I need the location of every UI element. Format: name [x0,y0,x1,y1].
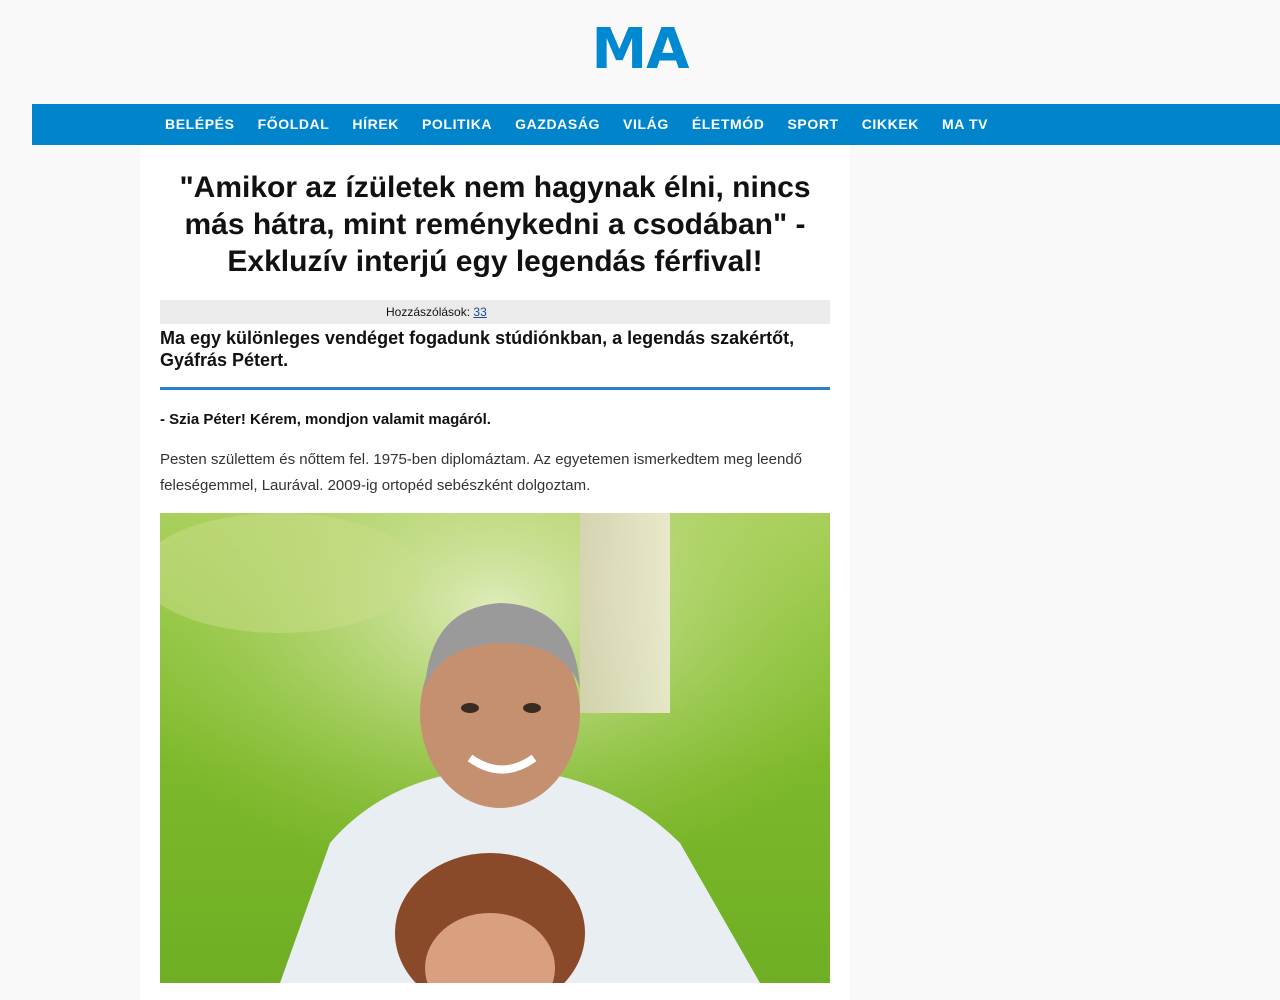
main-navigation [32,104,1280,145]
interview-answer: Pesten születtem és nőttem fel. 1975-ben diplomáztam. Az egyetemen ismerkedtem meg leendő feleségemmel, Laurával. 2009-ig ortopéd sebészként dolgoztam. [160,451,803,494]
interview-question: - Szia Péter! Kérem, mondjon valamit magáról. [160,411,491,428]
comments-count-link[interactable]: 33 [473,305,487,319]
article-photo [160,513,830,983]
article [140,145,850,1000]
nav-item-hirek[interactable]: HÍREK [352,115,399,132]
nav-item-vilag[interactable]: VILÁG [623,115,669,132]
couple-photo-illustration [160,513,830,983]
divider [160,387,830,390]
comments-bar [160,300,830,324]
header [0,0,1280,104]
nav-item-gazdasag[interactable]: GAZDASÁG [515,115,601,132]
article-lead: Ma egy különleges vendéget fogadunk stúdiónkban, a legendás szakértőt, Gyáfrás Pétert. [160,328,795,370]
nav-item-politika[interactable]: POLITIKA [421,115,493,132]
nav-item-cikkek[interactable]: CIKKEK [861,115,919,132]
nav-item-eletmod[interactable]: ÉLETMÓD [691,115,765,132]
comments-label: Hozzászólások: [386,305,471,319]
nav-item-sport[interactable]: SPORT [787,115,839,132]
nav-item-belepes[interactable]: BELÉPÉS [165,115,235,132]
article-title: "Amikor az ízületek nem hagynak élni, nincs más hátra, mint reménykedni a csodában" - Exkluzív interjú egy legendás férfival! [179,171,811,278]
site-logo[interactable]: MA [591,17,689,82]
nav-item-ma-tv[interactable]: MA TV [942,115,989,132]
nav-item-fooldal[interactable]: FŐOLDAL [257,115,330,132]
